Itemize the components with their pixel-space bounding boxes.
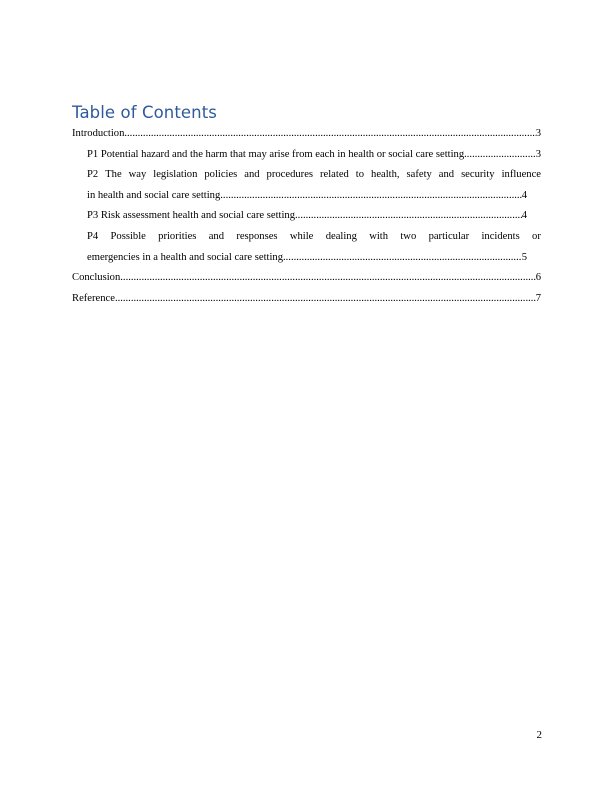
page-number: 2: [536, 729, 542, 741]
toc-entry-text: Reference: [72, 292, 115, 304]
dot-leader: [220, 186, 521, 207]
toc-page-number: 4: [521, 189, 527, 201]
toc-word: two: [400, 230, 417, 242]
toc-entry-first-line: [87, 165, 541, 186]
toc-entry-text: P3 Risk assessment health and social care setting: [87, 210, 296, 222]
toc-word: health,: [371, 169, 400, 181]
toc-word: while: [289, 230, 314, 242]
dot-leader: [120, 268, 535, 289]
toc-entry-reference[interactable]: [72, 289, 541, 310]
toc-word: and: [208, 230, 225, 242]
toc-word: incidents: [481, 230, 520, 242]
toc-page-number: 5: [521, 251, 527, 263]
dot-leader: [283, 248, 522, 269]
toc-word: P4: [87, 230, 99, 242]
toc-word: related: [320, 169, 349, 181]
toc-page-number: 6: [535, 272, 541, 284]
toc-word: safety: [406, 169, 432, 181]
toc-entry-text: P1 Potential hazard and the harm that may arise from each in health or social care setting.: [87, 148, 467, 160]
toc-word: policies: [204, 169, 238, 181]
toc-word: influence: [501, 169, 541, 181]
toc-entry-first-line: [87, 227, 541, 248]
toc-word: procedures: [266, 169, 314, 181]
dot-leader: [115, 289, 536, 310]
toc-word: security: [461, 169, 495, 181]
table-of-contents: [72, 124, 541, 309]
toc-word: The: [105, 169, 122, 181]
toc-word: particular: [428, 230, 470, 242]
toc-entry-p4[interactable]: [72, 227, 541, 268]
toc-word: P2: [87, 169, 99, 181]
toc-entry-p3[interactable]: [72, 206, 541, 227]
toc-word: or: [532, 230, 541, 242]
dot-leader: [467, 145, 536, 166]
toc-entry-text: Conclusion: [72, 272, 121, 284]
toc-entry-conclusion[interactable]: [72, 268, 541, 289]
dot-leader: [124, 124, 535, 145]
toc-word: legislation: [153, 169, 198, 181]
toc-page-number: 3: [535, 128, 541, 139]
toc-page-number: 3: [535, 148, 541, 160]
toc-word: with: [369, 230, 389, 242]
toc-word: priorities: [158, 230, 197, 242]
toc-word: responses: [236, 230, 278, 242]
toc-word: to: [355, 169, 365, 181]
toc-entry-text: in health and social care setting: [87, 189, 221, 201]
toc-word: way: [128, 169, 147, 181]
toc-word: dealing: [325, 230, 357, 242]
toc-page-number: 4: [521, 210, 527, 222]
toc-entry-text: emergencies in a health and social care setting: [87, 251, 283, 263]
toc-entry-introduction[interactable]: [72, 124, 541, 145]
toc-word: Possible: [110, 230, 146, 242]
toc-word: and: [438, 169, 455, 181]
toc-entry-p1[interactable]: [72, 145, 541, 166]
dot-leader: [295, 206, 522, 227]
toc-entry-text: Introduction: [72, 128, 125, 139]
toc-word: and: [244, 169, 260, 181]
toc-page-number: 7: [535, 292, 541, 304]
toc-heading: Table of Contents: [72, 103, 217, 122]
toc-entry-p2[interactable]: [72, 165, 541, 206]
